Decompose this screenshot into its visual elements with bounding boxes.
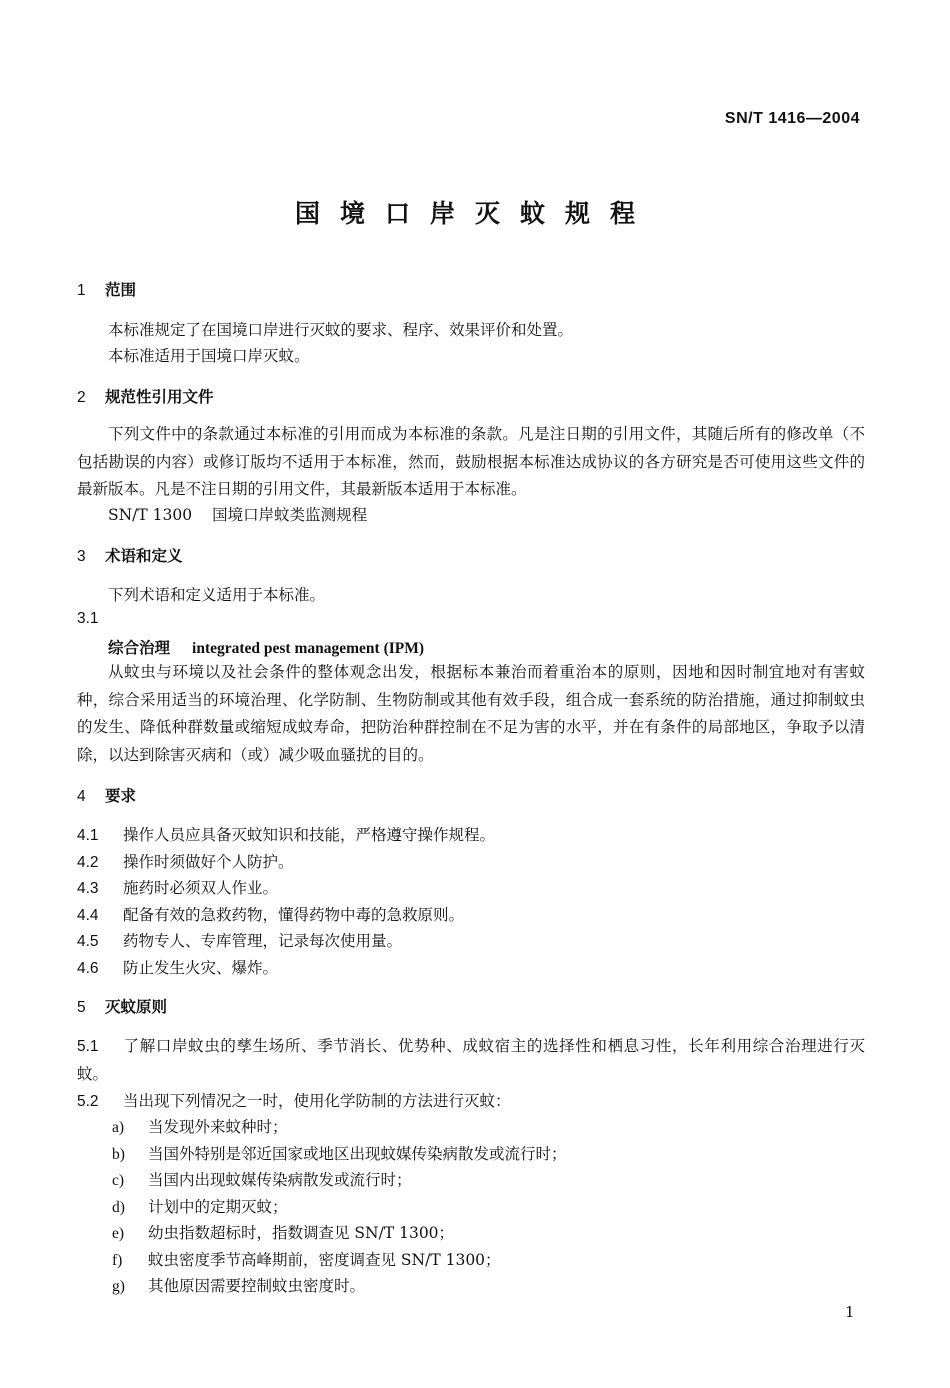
list-item [112, 1168, 412, 1190]
clause-paragraph [77, 1089, 511, 1111]
requirement-item [77, 823, 495, 845]
requirement-item [77, 903, 464, 925]
list-text: 当发现外来蚊种时； [148, 1118, 288, 1136]
section-heading [77, 278, 136, 300]
requirement-number: 4.1 [77, 827, 99, 844]
section-title: 灭蚊原则 [105, 997, 168, 1016]
paragraph: 下列术语和定义适用于本标准。 [108, 586, 326, 604]
clause-number: 5.2 [77, 1093, 99, 1110]
paragraph: 本标准规定了在国境口岸进行灭蚊的要求、程序、效果评价和处置。 [108, 321, 574, 339]
section-heading [77, 995, 167, 1017]
requirement-number: 4.6 [77, 960, 99, 977]
list-item [112, 1274, 365, 1296]
list-label: c) [112, 1172, 125, 1189]
list-label: d) [112, 1199, 125, 1216]
list-item [112, 1142, 567, 1164]
list-text: 幼虫指数超标时，指数调查见 SN/T 1300； [148, 1224, 455, 1242]
requirement-item [77, 956, 278, 978]
section-heading [77, 385, 214, 407]
list-label: a) [112, 1119, 125, 1136]
requirement-item [77, 876, 278, 898]
page-number: 1 [845, 1303, 855, 1321]
list-label: e) [112, 1225, 125, 1242]
list-text: 当国内出现蚊媒传染病散发或流行时； [148, 1171, 412, 1189]
standard-code: SN/T 1416—2004 [724, 110, 860, 127]
list-text: 蚊虫密度季节高峰期前，密度调查见 SN/T 1300； [148, 1251, 501, 1269]
list-item [112, 1195, 288, 1217]
clause-text: 了解口岸蚊虫的孳生场所、季节消长、优势种、成蚊宿主的选择性和栖息习性，长年利用综合治理进行灭蚊。 [77, 1037, 865, 1083]
clause-paragraph [77, 1033, 865, 1088]
section-title: 范围 [105, 280, 137, 299]
clause-number: 5.1 [77, 1038, 99, 1055]
requirement-text: 施药时必须双人作业。 [123, 879, 279, 897]
section-heading [77, 784, 136, 806]
section-title: 术语和定义 [105, 546, 183, 565]
requirement-number: 4.3 [77, 880, 99, 897]
section-title: 要求 [105, 786, 137, 805]
clause-text: 当出现下列情况之一时，使用化学防制的方法进行灭蚊： [123, 1092, 511, 1110]
list-item [112, 1115, 288, 1137]
paragraph: 本标准适用于国境口岸灭蚊。 [108, 347, 310, 365]
reference-code: SN/T 1300 [108, 506, 193, 524]
requirement-text: 药物专人、专库管理，记录每次使用量。 [123, 932, 403, 950]
section-heading [77, 544, 183, 566]
list-text: 当国外特别是邻近国家或地区出现蚊媒传染病散发或流行时； [148, 1145, 567, 1163]
list-text: 其他原因需要控制蚊虫密度时。 [148, 1277, 366, 1295]
requirement-text: 配备有效的急救药物，懂得药物中毒的急救原则。 [123, 906, 465, 924]
list-label: f) [112, 1252, 123, 1269]
list-item [112, 1221, 454, 1243]
reference-title: 国境口岸蚊类监测规程 [212, 506, 368, 524]
requirement-text: 操作时须做好个人防护。 [123, 853, 294, 871]
requirement-number: 4.4 [77, 907, 99, 924]
clause-number: 3.1 [77, 610, 99, 627]
section-title: 规范性引用文件 [105, 387, 214, 406]
section-number: 4 [77, 788, 86, 805]
paragraph: 下列文件中的条款通过本标准的引用而成为本标准的条款。凡是注日期的引用文件，其随后所有的修改单（不包括勘误的内容）或修订版均不适用于本标准，然而，鼓励根据本标准达成协议的各方研究是否可使用这些文件的最新版本。凡是不注日期的引用文件，其最新版本适用于本标准。 [77, 425, 865, 498]
section-number: 3 [77, 548, 86, 565]
requirement-item [77, 850, 294, 872]
section-number: 2 [77, 389, 86, 406]
list-label: b) [112, 1146, 125, 1163]
requirement-number: 4.5 [77, 933, 99, 950]
section-number: 5 [77, 999, 86, 1016]
requirement-text: 防止发生火灾、爆炸。 [123, 959, 279, 977]
requirement-number: 4.2 [77, 854, 99, 871]
list-label: g) [112, 1278, 125, 1295]
term-chinese: 综合治理 [108, 638, 171, 657]
term-entry [108, 636, 424, 658]
requirement-text: 操作人员应具备灭蚊知识和技能，严格遵守操作规程。 [123, 826, 496, 844]
requirement-item [77, 929, 402, 951]
list-text: 计划中的定期灭蚊； [148, 1198, 288, 1216]
term-definition: 从蚊虫与环境以及社会条件的整体观念出发，根据标本兼治而着重治本的原则，因地和因时制宜地对有害蚊种，综合采用适当的环境治理、化学防制、生物防制或其他有效手段，组合成一套系统的防治措施，通过抑制蚊虫的发生、降低种群数量或缩短成蚊寿命，把防治种群控制在不足为害的水平，并在有条件的局部地区，争取予以清除，以达到除害灭病和（或）减少吸血骚扰的目的。 [77, 663, 865, 764]
reference-entry [108, 503, 367, 525]
term-english: integrated pest management (IPM) [192, 640, 425, 657]
list-item [112, 1248, 501, 1270]
document-title: 国境口岸灭蚊规程 [294, 199, 655, 228]
section-number: 1 [77, 282, 86, 299]
